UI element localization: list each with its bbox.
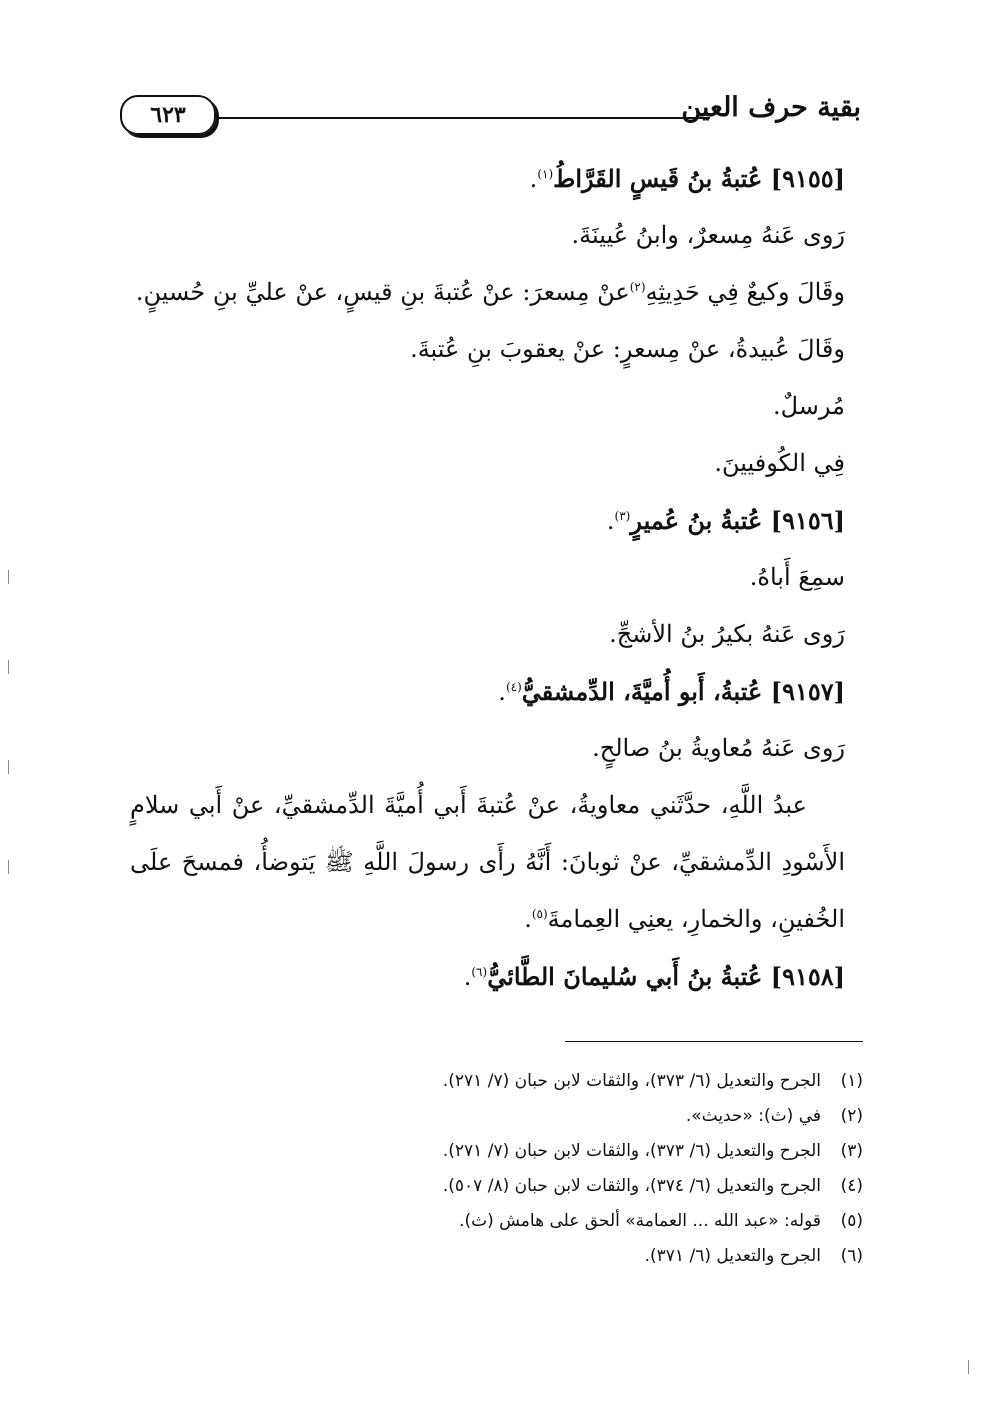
paragraph-line bbox=[130, 891, 845, 948]
scan-mark bbox=[968, 1360, 969, 1374]
scan-mark bbox=[8, 860, 9, 874]
paragraph-line: عبدُ اللَّهِ، حدَّثَني معاويةُ، عنْ عُتبةَ أَبي أُميَّةَ الدِّمشقيِّ، عنْ أَبي سلامٍ bbox=[130, 791, 807, 819]
scan-mark bbox=[8, 570, 9, 584]
entry-label: [٩١٥٥] عُتبةُ بنُ قَيسٍ القَرَّاطُ bbox=[553, 164, 845, 193]
footnote bbox=[303, 1204, 863, 1239]
footnote-text: الجرح والتعديل (٦/ ٣٧١). bbox=[644, 1246, 821, 1266]
paragraph-line: الأَسْودِ الدِّمشقيِّ، عنْ ثوبانَ: أَنَّهُ رأَى رسولَ اللَّهِ ﷺ يَتوضأُ، فمسحَ علَى bbox=[130, 848, 845, 876]
entry-end: . bbox=[606, 507, 615, 535]
text-line: مُرسلٌ. bbox=[772, 392, 845, 420]
main-text bbox=[130, 150, 845, 1005]
footnote-number: (٥) bbox=[840, 1211, 863, 1231]
footnote-number: (١) bbox=[840, 1071, 863, 1091]
footnote-text: في (ث): «حديث». bbox=[685, 1106, 821, 1126]
footnote-text: الجرح والتعديل (٦/ ٣٧٣)، والثقات لابن حبان (٧/ ٢٧١). bbox=[442, 1141, 821, 1161]
footnote-text: الجرح والتعديل (٦/ ٣٧٤)، والثقات لابن حبان (٨/ ٥٠٧). bbox=[442, 1176, 821, 1196]
footnote-text: الجرح والتعديل (٦/ ٣٧٣)، والثقات لابن حبان (٧/ ٢٧١). bbox=[442, 1071, 821, 1091]
text-line: رَوى عَنهُ مِسعرٌ، وابنُ عُيينَةَ. bbox=[571, 221, 845, 249]
entry-heading bbox=[130, 663, 845, 720]
entry-label: [٩١٥٦] عُتبةُ بنُ عُميرٍ bbox=[630, 506, 845, 535]
scan-mark bbox=[8, 660, 9, 674]
entry-heading bbox=[130, 492, 845, 549]
footnote bbox=[303, 1064, 863, 1099]
footnote-number: (٦) bbox=[840, 1246, 863, 1266]
footnote-separator bbox=[565, 1041, 863, 1042]
footnotes bbox=[303, 1064, 863, 1274]
page-number: ٦٢٣ bbox=[150, 102, 186, 128]
entry-heading bbox=[130, 948, 845, 1005]
footnote-ref[interactable]: (٤) bbox=[505, 680, 522, 694]
footnote bbox=[303, 1169, 863, 1204]
footnote-number: (٢) bbox=[840, 1106, 863, 1126]
running-title: بقية حرف العين bbox=[681, 92, 861, 123]
footnote bbox=[303, 1134, 863, 1169]
footnote-number: (٤) bbox=[840, 1176, 863, 1196]
footnote bbox=[303, 1099, 863, 1134]
footnote bbox=[303, 1239, 863, 1274]
text-segment: . bbox=[524, 905, 532, 933]
text-line: فِي الكُوفيينَ. bbox=[714, 449, 845, 477]
text-segment: وقَالَ وكيعٌ فِي حَدِيثِهِ bbox=[645, 278, 845, 306]
text-segment: الخُفينِ، والخمارِ، يعنِي العِمامةَ bbox=[547, 905, 845, 933]
entry-end: . bbox=[463, 963, 472, 991]
footnote-ref[interactable]: (٢) bbox=[629, 280, 646, 294]
footnote-ref[interactable]: (٣) bbox=[614, 509, 631, 523]
text-line: رَوى عَنهُ مُعاويةُ بنُ صالحٍ. bbox=[592, 734, 845, 762]
footnote-ref[interactable]: (٦) bbox=[471, 965, 488, 979]
text-line: رَوى عَنهُ بكيرُ بنُ الأشجِّ. bbox=[609, 620, 845, 648]
header-rule bbox=[218, 117, 710, 119]
footnote-ref[interactable]: (١) bbox=[537, 167, 554, 181]
text-line bbox=[130, 264, 845, 321]
scan-mark bbox=[8, 760, 9, 774]
entry-label: [٩١٥٨] عُتبةُ بنُ أَبي سُليمانَ الطَّائيُّ bbox=[487, 962, 845, 991]
page-number-badge bbox=[120, 95, 216, 135]
entry-heading bbox=[130, 150, 845, 207]
entry-label: [٩١٥٧] عُتبةُ، أَبو أُميَّةَ، الدِّمشقيُّ bbox=[521, 677, 845, 706]
footnote-ref[interactable]: (٥) bbox=[531, 907, 548, 921]
text-line: وقَالَ عُبيدةُ، عنْ مِسعرٍ: عنْ يعقوبَ بنِ عُتبةَ. bbox=[410, 335, 845, 363]
text-line: سمِعَ أَباهُ. bbox=[749, 563, 845, 591]
entry-end: . bbox=[498, 678, 506, 706]
footnote-number: (٣) bbox=[840, 1141, 863, 1161]
footnote-text: قوله: «عبد الله ... العمامة» ألحق على هامش (ث). bbox=[459, 1211, 821, 1231]
entry-end: . bbox=[529, 165, 538, 193]
text-segment: عنْ مِسعرَ: عنْ عُتبةَ بنِ قيسٍ، عنْ عليِّ بنِ حُسينٍ. bbox=[135, 278, 630, 306]
